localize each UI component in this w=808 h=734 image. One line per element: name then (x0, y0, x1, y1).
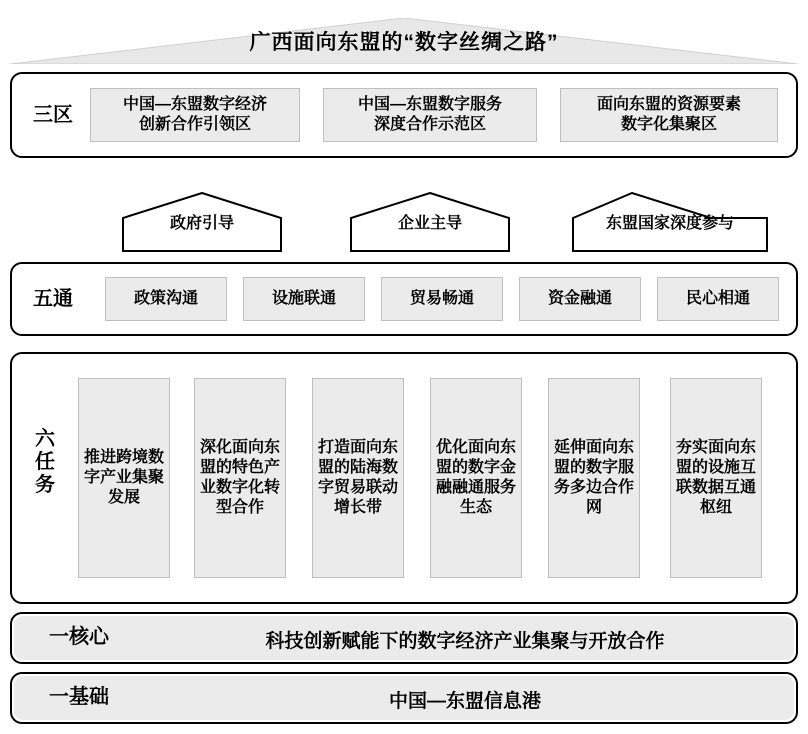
row-wutong-label: 五通 (33, 288, 73, 310)
sanqu-item-1 (323, 88, 537, 142)
driver-label-2: 东盟国家深度参与 (605, 215, 734, 232)
driver-callout-1 (350, 192, 510, 252)
row-hexin-text: 科技创新赋能下的数字经济产业集聚与开放合作 (265, 631, 665, 652)
driver-label-1: 企业主导 (397, 215, 462, 232)
row-hexin-label: 一核心 (49, 626, 109, 648)
sanqu-item-0 (90, 88, 300, 142)
driver-label-0: 政府引导 (169, 215, 234, 232)
liurenwu-item-2: 打造面向东盟的陆海数字贸易联动增长带 (312, 378, 404, 578)
row-jichu-text: 中国—东盟信息港 (388, 691, 541, 712)
page-title: 广西面向东盟的“数字丝绸之路” (249, 31, 559, 54)
row-liurenwu-label: 六 任 务 (35, 428, 55, 496)
wutong-item-4: 民心相通 (657, 277, 779, 321)
driver-callout-0 (122, 192, 282, 252)
sanqu-item-2-label: 面向东盟的资源要素 数字化集聚区 (596, 96, 741, 133)
wutong-item-1: 设施联通 (243, 277, 365, 321)
liurenwu-item-1: 深化面向东盟的特色产业数字化转型合作 (194, 378, 286, 578)
row-jichu-label: 一基础 (49, 686, 109, 708)
wutong-item-0: 政策沟通 (105, 277, 227, 321)
liurenwu-item-5: 夯实面向东盟的设施互联数据互通枢纽 (670, 378, 762, 578)
liurenwu-item-4: 延伸面向东盟的数字服务多边合作网 (548, 378, 640, 578)
sanqu-item-2 (560, 88, 778, 142)
liurenwu-item-0: 推进跨境数字产业集聚发展 (78, 378, 170, 578)
driver-callout-2 (572, 192, 768, 252)
liurenwu-item-3: 优化面向东盟的数字金融融通服务生态 (430, 378, 522, 578)
wutong-item-3: 资金融通 (519, 277, 641, 321)
wutong-item-2: 贸易畅通 (381, 277, 503, 321)
sanqu-item-1-label: 中国—东盟数字服务 深度合作示范区 (357, 96, 502, 133)
title-banner (10, 18, 798, 64)
row-sanqu-label: 三区 (33, 104, 73, 126)
sanqu-item-0-label: 中国—东盟数字经济 创新合作引领区 (122, 96, 267, 133)
